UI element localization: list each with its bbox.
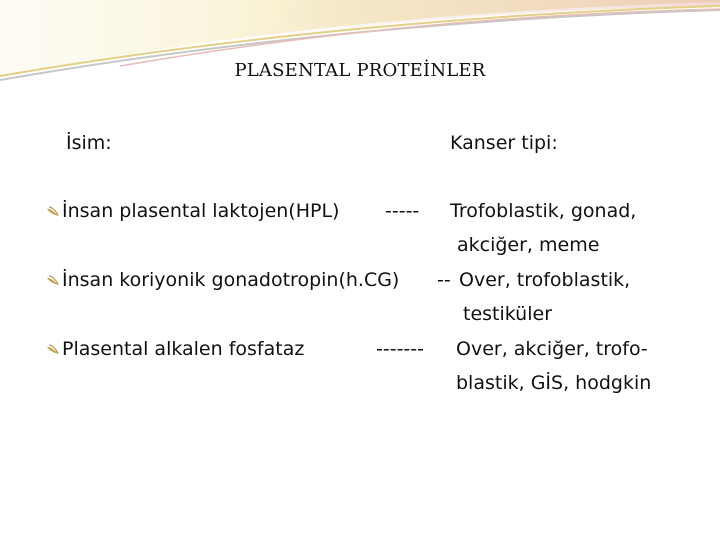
cancer-type-line1: Over, akciğer, trofo- bbox=[456, 338, 648, 360]
separator-dashes: ------- bbox=[376, 338, 424, 360]
cancer-type-line1: Over, trofoblastik, bbox=[459, 269, 631, 291]
cancer-type-line2: testiküler bbox=[463, 303, 553, 325]
protein-name: Plasental alkalen fosfataz bbox=[62, 338, 305, 360]
bullet-icon bbox=[46, 273, 60, 287]
cancer-type-line2: blastik, GİS, hodgkin bbox=[456, 372, 652, 394]
bullet-icon bbox=[46, 204, 60, 218]
bullet-icon bbox=[46, 342, 60, 356]
separator-dashes: ----- bbox=[385, 200, 420, 222]
column-header-cancer-type: Kanser tipi: bbox=[450, 132, 558, 154]
protein-name: İnsan koriyonik gonadotropin(h.CG) bbox=[62, 269, 400, 291]
column-header-name: İsim: bbox=[66, 132, 112, 154]
cancer-type-line2: akciğer, meme bbox=[457, 234, 600, 256]
decorative-swoosh bbox=[0, 0, 720, 100]
protein-name: İnsan plasental laktojen(HPL) bbox=[62, 200, 340, 222]
separator-dashes: -- bbox=[437, 269, 451, 291]
slide-title: PLASENTAL PROTEİNLER bbox=[234, 60, 486, 81]
cancer-type-line1: Trofoblastik, gonad, bbox=[450, 200, 637, 222]
